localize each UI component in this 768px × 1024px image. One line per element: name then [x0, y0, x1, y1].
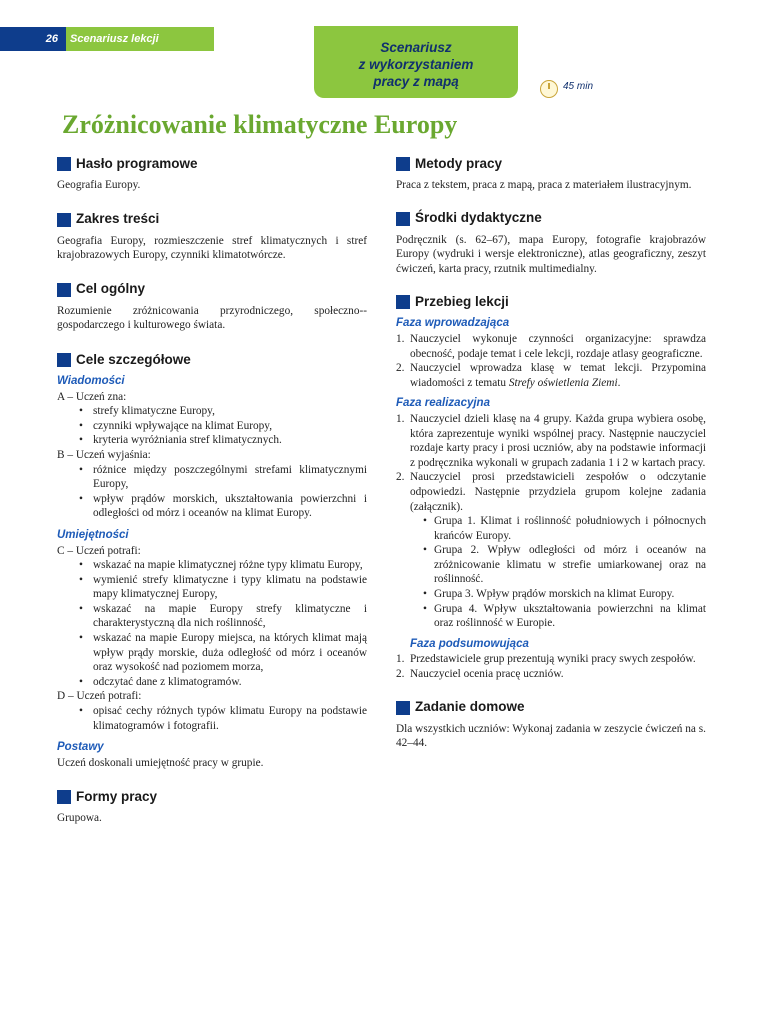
list-item: • kryteria wyróżniania stref klimatycznych.: [79, 433, 367, 448]
bullet-list: [57, 463, 367, 521]
bullet-list: [57, 558, 367, 689]
subheading: Faza realizacyjna: [396, 397, 490, 410]
section-text: Grupowa.: [57, 812, 102, 825]
heading-text: Formy pracy: [76, 789, 158, 805]
group-item: • Grupa 4. Wpływ ukształtowania powierzchni na klimat oraz roślinność w Europie.: [420, 602, 706, 631]
heading-text: Cele szczegółowe: [76, 351, 191, 367]
square-bullet-icon: [57, 353, 71, 367]
section-heading: [57, 211, 367, 229]
section-text: Rozumienie zróżnicowania przyrodniczego, społeczno--gospodarczego i kulturowego świata.: [57, 304, 367, 332]
scenario-box: [314, 26, 518, 98]
list-label: B – Uczeń wyjaśnia:: [57, 448, 151, 461]
list-item: • wskazać na mapie Europy miejsca, na których klimat mają wpływ prądy morskie, duża odległość od mórz i oceanów oraz wysokość nad poziomem morza,: [79, 631, 367, 675]
list-item: • odczytać dane z klimatogramów.: [79, 675, 367, 690]
heading-text: Metody pracy: [415, 155, 503, 171]
list-label: C – Uczeń potrafi:: [57, 544, 141, 557]
list-label: D – Uczeń potrafi:: [57, 690, 142, 703]
section-text: Podręcznik (s. 62–67), mapa Europy, fotografie krajobrazów Europy (wydruki i wersje elektroniczne), atlas geograficzny, zeszyt ćwiczeń, karta pracy, rzutnik multimedialny.: [396, 233, 706, 275]
group-item: • Grupa 2. Wpływ odległości od mórz i oceanów na zróżnicowanie klimatu w strefie umiarkowanej oraz na roślinność.: [420, 543, 706, 587]
square-bullet-icon: [57, 213, 71, 227]
heading-text: Zadanie domowe: [415, 699, 525, 715]
numbered-list: [396, 412, 706, 631]
section-text: Uczeń doskonali umiejętność pracy w grupie.: [57, 756, 264, 769]
list-item: • różnice między poszczególnymi strefami klimatycznymi Europy,: [79, 463, 367, 492]
square-bullet-icon: [396, 157, 410, 171]
clock-icon: [540, 80, 558, 98]
list-item: 1. Nauczyciel dzieli klasę na 4 grupy. Każda grupa wybiera osobę, która zaprezentuje wyniki wspólnej pracy. Następnie nauczyciel rozdaje karty pracy i prosi uczniów, aby na podstawie informacji z podręcznika wykonali w grupach zadania 1 i 2 w kartach pracy.: [396, 412, 706, 469]
list-item: 2. Nauczyciel ocenia pracę uczniów.: [396, 668, 564, 681]
list-item: • opisać cechy różnych typów klimatu Europy na podstawie klimatogramów i fotografii.: [79, 704, 367, 733]
group-item: • Grupa 3. Wpływ prądów morskich na klimat Europy.: [420, 587, 706, 602]
heading-text: Hasło programowe: [76, 155, 198, 171]
section-heading: [57, 281, 367, 299]
numbered-list: [396, 332, 706, 390]
section-text: Geografia Europy, rozmieszczenie stref klimatycznych i stref krajobrazowych Europy, czynniki klimatotwórcze.: [57, 234, 367, 262]
page-title: Zróżnicowanie klimatyczne Europy: [62, 110, 458, 139]
square-bullet-icon: [57, 790, 71, 804]
square-bullet-icon: [396, 701, 410, 715]
group-item: • Grupa 1. Klimat i roślinność południowych i północnych krańców Europy.: [420, 514, 706, 543]
heading-text: Zakres treści: [76, 211, 160, 227]
subheading: Faza podsumowująca: [410, 637, 529, 650]
section-heading: [57, 351, 367, 369]
section-text: Dla wszystkich uczniów: Wykonaj zadania w zeszycie ćwiczeń na s. 42–44.: [396, 722, 706, 750]
section-heading: [396, 210, 706, 228]
group-list: [410, 514, 706, 631]
list-item: 2. Nauczyciel prosi przedstawicieli zespołów o odczytanie odpowiedzi. Następnie przydziela grupom kolejne zadania (załącznik). • Grupa 1. Klimat i roślinność południowych i północnych krańców Europy. • Grupa 2. Wpływ odległości od mórz i oceanów na zróżnicowanie klimatu w strefie umiarkowanej oraz na roślinność. • Grupa 3. Wpływ prądów morskich na klimat Europy. • Grupa 4. Wpływ ukształtowania powierzchni na klimat oraz roślinność w Europie.: [396, 470, 706, 631]
section-text: Geografia Europy.: [57, 179, 141, 191]
square-bullet-icon: [57, 157, 71, 171]
list-item: 1. Przedstawiciele grup prezentują wyniki pracy swych zespołów.: [396, 653, 696, 666]
subheading: Faza wprowadzająca: [396, 317, 510, 330]
duration: 45 min: [563, 81, 594, 92]
section-label: Scenariusz lekcji: [66, 27, 214, 51]
list-item: 2. Nauczyciel wprowadza klasę w temat lekcji. Przypomina wiadomości z tematu Strefy oświetlenia Ziemi.: [396, 362, 706, 389]
list-label: A – Uczeń zna:: [57, 390, 127, 403]
heading-text: Środki dydaktyczne: [415, 210, 542, 226]
list-item: • czynniki wpływające na klimat Europy,: [79, 419, 367, 434]
scenario-line: Scenariusz: [380, 40, 452, 55]
scenario-line: pracy z mapą: [373, 74, 459, 89]
heading-text: Przebieg lekcji: [415, 294, 509, 310]
list-item: • strefy klimatyczne Europy,: [79, 404, 367, 419]
square-bullet-icon: [396, 295, 410, 309]
right-column: [396, 155, 706, 751]
subheading: Umiejętności: [57, 528, 129, 541]
list-item: • wymienić strefy klimatyczne i typy klimatu na podstawie mapy klimatycznej Europy,: [79, 573, 367, 602]
page-number: 26: [0, 27, 66, 51]
section-heading: [57, 788, 367, 806]
section-heading: [396, 699, 706, 717]
section-heading: [57, 155, 367, 173]
bullet-list: [57, 704, 367, 733]
list-item: 1. Nauczyciel wykonuje czynności organizacyjne: sprawdza obecność, podaje temat i cele lekcji, rozdaje atlasy geograficzne.: [396, 332, 706, 360]
numbered-list: [396, 652, 706, 681]
list-item: • wpływ prądów morskich, ukształtowania powierzchni i odległości od mórz i oceanów na klimat Europy.: [79, 492, 367, 521]
square-bullet-icon: [396, 212, 410, 226]
list-item: • wskazać na mapie klimatycznej różne typy klimatu Europy,: [79, 558, 367, 573]
subheading: Postawy: [57, 741, 104, 754]
section-text: Praca z tekstem, praca z mapą, praca z materiałem ilustracyjnym.: [396, 179, 692, 191]
subheading: Wiadomości: [57, 374, 125, 387]
section-heading: [396, 293, 706, 311]
left-column: [57, 155, 367, 826]
bullet-list: [57, 404, 367, 448]
square-bullet-icon: [57, 283, 71, 297]
heading-text: Cel ogólny: [76, 281, 146, 297]
section-heading: [396, 155, 706, 173]
scenario-line: z wykorzystaniem: [358, 57, 474, 72]
list-item: • wskazać na mapie Europy strefy klimatyczne i charakterystyczną dla nich roślinność,: [79, 602, 367, 631]
